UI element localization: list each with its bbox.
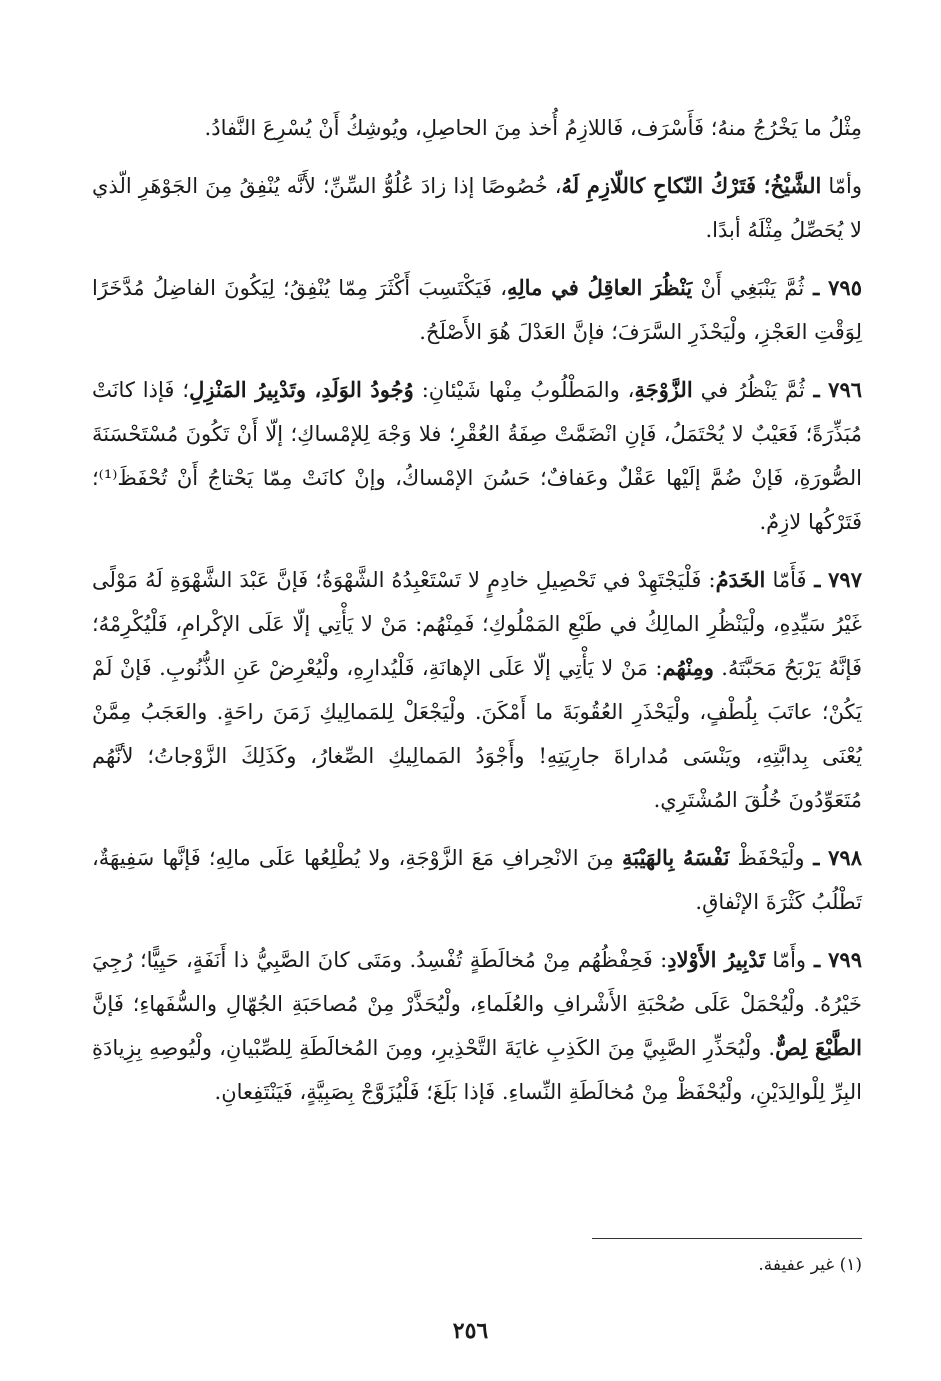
footnote-separator — [592, 1238, 862, 1239]
text-run: : فَحِفْظُهُم مِنْ مُخالَطَةٍ تُفْسِدُ. ومَتَى كانَ الصَّبِيُّ ذا أَنَفَةٍ، حَيِيًّا؛ رُجِيَ خَيْرُهُ. ولْيُحْمَلْ عَلَى صُحْبَةِ الأَشْرافِ والعُلَماءِ، ولْيُحَذَّرْ مِنْ مُصاحَبَةِ الجُهّالِ والسُّفَهاءِ؛ فَإنَّ — [92, 948, 862, 1016]
text-run: ولْيَحْفَظْ — [729, 846, 805, 870]
paragraph-number: ٧٩٧ ـ — [806, 567, 862, 592]
bold-phrase: الشَّيْخُ؛ فَتَرْكُ النّكاحِ كاللّازِمِ لَهُ — [561, 173, 822, 198]
footnote: (١) غير عفيفة. — [758, 1255, 862, 1275]
paragraph — [92, 836, 862, 924]
main-text — [92, 106, 862, 1128]
bold-phrase: الخَدَمُ — [715, 567, 766, 592]
text-run: ، خُصُوصًا إذا زادَ عُلُوُّ السِّنِّ؛ لأَنَّه يُنْفِقُ مِنَ الجَوْهَرِ الّذي لا يُحَصِّلُ مِثْلَهُ أبدًا. — [92, 174, 862, 242]
text-run: ثُمَّ يَنْظُرُ في — [692, 378, 805, 402]
text-run: ؛ فَإذا كانَتْ مُبَذِّرَةً؛ فَعَيْبٌ لا يُحْتَمَلُ، فَإنِ انْضَمَّتْ صِفَةُ العُقْرِ؛ فلا وَجْهَ لِلإمْساكِ؛ إلّا أَنْ تَكُونَ مُسْتَحْسَنَةَ الصُّورَةِ، فَإنْ ضُمَّ إلَيْها عَقْلٌ وعَفافٌ؛ حَسُنَ الإمْساكُ، وإنْ كانَتْ مِمّا يَحْتاجُ أَنْ تُحْفَظَ⁽¹⁾؛ فَتَرْكُها لازِمٌ. — [92, 378, 862, 534]
bold-phrase: وُجُودُ الوَلَدِ، وتَدْبِيرُ المَنْزِلِ — [189, 377, 414, 402]
text-run: ، فَيَكْتَسِبَ أَكْثَرَ مِمّا يُنْفِقُ؛ لِيَكُونَ الفاضِلُ مُدَّخَرًا لِوَقْتِ العَجْزِ، ولْيَحْذَرِ السَّرَفَ؛ فإنَّ العَدْلَ هُوَ الأَصْلَحُ. — [92, 276, 862, 344]
paragraph-number: ٧٩٩ ـ — [806, 947, 862, 972]
bold-phrase: تَدْبِيرُ الأَوْلادِ — [667, 947, 766, 972]
bold-phrase: نَفْسَهُ بِالهَيْبَةِ — [621, 845, 730, 870]
text-run: : فَلْيَجْتَهِدْ في تَحْصِيلِ خادِمٍ لا تَسْتَعْبِدُهُ الشَّهْوَةُ؛ فَإنَّ عَبْدَ الشَّهْوَةِ لَهُ مَوْلًى غَيْرُ سَيِّدِهِ، ولْيَنْظُرِ المالِكُ في طَبْعِ المَمْلُوكِ؛ فَمِنْهُم: مَنْ لا يَأْتِي إلّا عَلَى الإكْرامِ، فَلْيُكْرِمْهُ؛ فَإنَّهُ يَرْبَحُ مَحَبَّتَهُ. — [92, 568, 862, 680]
paragraph-number: ٧٩٨ ـ — [804, 845, 862, 870]
bold-phrase: الزَّوْجَةِ — [634, 377, 693, 402]
text-run: ثُمَّ يَنْبَغِي أَنْ — [692, 276, 805, 300]
text-run: ، والمَطْلُوبُ مِنْها شَيْئانِ: — [413, 378, 635, 402]
page-number: ٢٥٦ — [452, 1318, 489, 1344]
paragraph — [92, 558, 862, 822]
bold-phrase: ومِنْهُم — [662, 655, 714, 680]
paragraph — [92, 106, 862, 150]
bold-phrase: الطَّبْعَ لِصٌّ — [775, 1035, 862, 1060]
paragraph-number: ٧٩٥ ـ — [804, 275, 862, 300]
text-run: : مَنْ لا يَأْتِي إلّا عَلَى الإهانَةِ، فَلْيُدارِهِ، ولْيُعْرِضْ عَنِ الذُّنُوبِ. فَإنْ لَمْ يَكُنْ؛ عاتَبَ بِلُطْفٍ، ولْيَحْذَرِ العُقُوبَةَ ما أَمْكَنَ. ولْيَجْعَلْ لِلمَمالِيكِ زَمَنَ راحَةٍ. والعَجَبُ مِمَّنْ يُعْنَى بِدابَّتِهِ، ويَنْسَى مُداراةَ جارِيَتِهِ! وأَجْوَدُ المَمالِيكِ الصِّغارُ، وكَذَلِكَ الزَّوْجاتُ؛ لأنَّهُم مُتَعَوِّدُونَ خُلُقَ المُشْتَرِي. — [92, 656, 862, 812]
paragraph — [92, 164, 862, 252]
text-run: وأَمّا — [765, 948, 807, 972]
text-run: . ولْيُحَذِّرِ الصَّبِيَّ مِنَ الكَذِبِ غايَةَ التَّحْذِيرِ، ومِنَ المُخالَطَةِ لِلصِّبْيانِ، ولْيُوصِهِ بِزِيادَةِ البِرِّ لِلْوالِدَيْنِ، ولْيُحْفَظْ مِنْ مُخالَطَةِ النِّساءِ. فَإذا بَلَغَ؛ فَلْيُزَوَّجْ بِصَبِيَّةٍ، فَيَنْتَفِعانِ. — [92, 1036, 862, 1104]
paragraph — [92, 266, 862, 354]
text-run: وأمّا — [821, 174, 863, 198]
paragraph-number: ٧٩٦ ـ — [804, 377, 863, 402]
bold-phrase: يَنْظُرَ العاقِلُ في مالِهِ — [507, 275, 693, 300]
paragraph — [92, 938, 862, 1114]
paragraph — [92, 368, 862, 544]
text-run: مِثْلُ ما يَخْرُجُ منهُ؛ فَأَسْرَف، فَاللازِمُ أُخذ مِنَ الحاصِلِ، ويُوشِكُ أَنْ يُسْرِعَ النَّفادُ. — [204, 116, 862, 140]
text-run: مِنَ الانْحِرافِ مَعَ الزَّوْجَةِ، ولا يُطْلِعُها عَلَى مالِهِ؛ فَإنَّها سَفِيهَةٌ، تَطْلُبُ كَثْرَةَ الإنْفاقِ. — [92, 846, 862, 914]
text-run: فَأَمّا — [765, 568, 807, 592]
